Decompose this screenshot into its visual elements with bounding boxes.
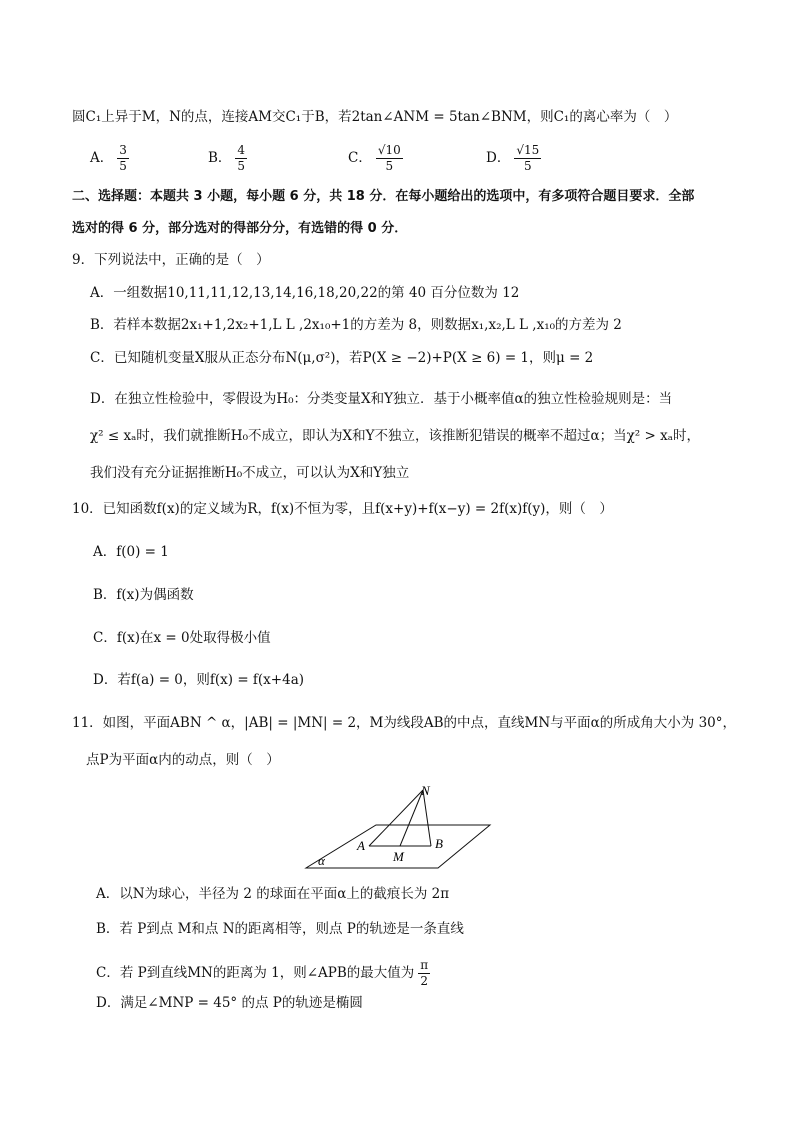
fraction-numerator: 4 [237, 143, 246, 157]
q9-option-c: C．已知随机变量X服从正态分布N(μ,σ²)，若P(X ≥ −2)+P(X ≥ 6) = 1，则μ = 2 [90, 350, 594, 366]
q10-option-c: C．f(x)在x = 0处取得极小值 [93, 630, 271, 646]
q8-option-b [208, 143, 247, 174]
q10-option-a: A．f(0) = 1 [93, 544, 169, 560]
fraction-denominator: 5 [119, 159, 127, 173]
q9-option-b: B．若样本数据2x₁+1,2x₂+1,L L ,2x₁₀+1的方差为 8，则数据x₁,x₂,L L ,x₁₀的方差为 2 [90, 317, 622, 333]
option-label: D． [486, 150, 511, 166]
q10-option-d: D．若f(a) = 0，则f(x) = f(x+4a) [93, 672, 305, 688]
fraction-numerator: 3 [119, 143, 127, 157]
label-m: M [393, 849, 404, 864]
q11-option-b: B．若 P到点 M和点 N的距离相等，则点 P的轨迹是一条直线 [96, 921, 464, 937]
fraction [418, 958, 430, 989]
q9-option-d-line3: 我们没有充分证据推断H₀不成立，可以认为X和Y独立 [90, 465, 410, 481]
q8-option-d [486, 143, 541, 174]
q11-option-d: D．满足∠MNP = 45° 的点 P的轨迹是椭圆 [96, 995, 363, 1011]
fraction-denominator: 5 [385, 159, 394, 173]
fraction [117, 143, 129, 174]
q8-option-a [90, 143, 129, 174]
fraction-numerator: π [420, 958, 429, 972]
q10-option-b: B．f(x)为偶函数 [93, 587, 194, 603]
label-alpha: α [318, 853, 325, 868]
q8-stem-tail: 圆C₁上异于M，N的点，连接AM交C₁于B，若2tan∠ANM = 5tan∠BNM，则C₁的离心率为（ ） [72, 109, 678, 125]
option-label: C． [348, 150, 372, 166]
label-b: B [435, 836, 443, 851]
segment-bn [423, 790, 431, 846]
q11-option-a: A．以N为球心，半径为 2 的球面在平面α上的截痕长为 2π [96, 886, 450, 902]
section-2-heading-cont: 选对的得 6 分，部分选对的得部分分，有选错的得 0 分． [72, 221, 408, 236]
q9-stem: 9．下列说法中，正确的是（ ） [72, 252, 270, 268]
option-label: B． [208, 150, 232, 166]
q9-option-a: A．一组数据10,11,11,12,13,14,16,18,20,22的第 40 百分位数为 12 [90, 285, 520, 301]
q11-option-c [96, 958, 430, 989]
label-a: A [357, 838, 365, 853]
fraction-numerator: √15 [516, 143, 540, 157]
fraction-denominator: 5 [523, 159, 532, 173]
fraction-numerator: √10 [377, 143, 401, 157]
fraction [235, 143, 247, 174]
q11-option-c-text: C．若 P到直线MN的距离为 1，则∠APB的最大值为 [96, 965, 415, 981]
q10-stem: 10．已知函数f(x)的定义域为R，f(x)不恒为零，且f(x+y)+f(x−y) = 2f(x)f(y)，则（ ） [72, 501, 613, 517]
plane-geometry-figure [0, 780, 794, 870]
q9-option-d-line2: χ² ≤ xₐ时，我们就推断H₀不成立，即认为X和Y不独立，该推断犯错误的概率不超过α；当χ² > xₐ时， [90, 428, 700, 444]
q9-option-d-line1: D．在独立性检验中，零假设为H₀：分类变量X和Y独立．基于小概率值α的独立性检验规则是：当 [90, 391, 673, 407]
fraction [376, 143, 403, 174]
fraction-denominator: 2 [420, 974, 429, 988]
label-n: N [421, 783, 430, 798]
q11-stem-line1: 11．如图，平面ABN ^ α，|AB| = |MN| = 2，M为线段AB的中点，直线MN与平面α的所成角大小为 30°， [72, 715, 737, 731]
q11-stem-line2: 点P为平面α内的动点，则（ ） [86, 752, 280, 768]
segment-an [369, 790, 423, 846]
option-label: A． [90, 150, 114, 166]
fraction [514, 143, 541, 174]
segment-mn [400, 790, 423, 846]
q8-option-c [348, 143, 403, 174]
fraction-denominator: 5 [237, 159, 246, 173]
section-2-heading: 二、选择题：本题共 3 小题，每小题 6 分，共 18 分．在每小题给出的选项中，有多项符合题目要求．全部 [72, 189, 695, 204]
